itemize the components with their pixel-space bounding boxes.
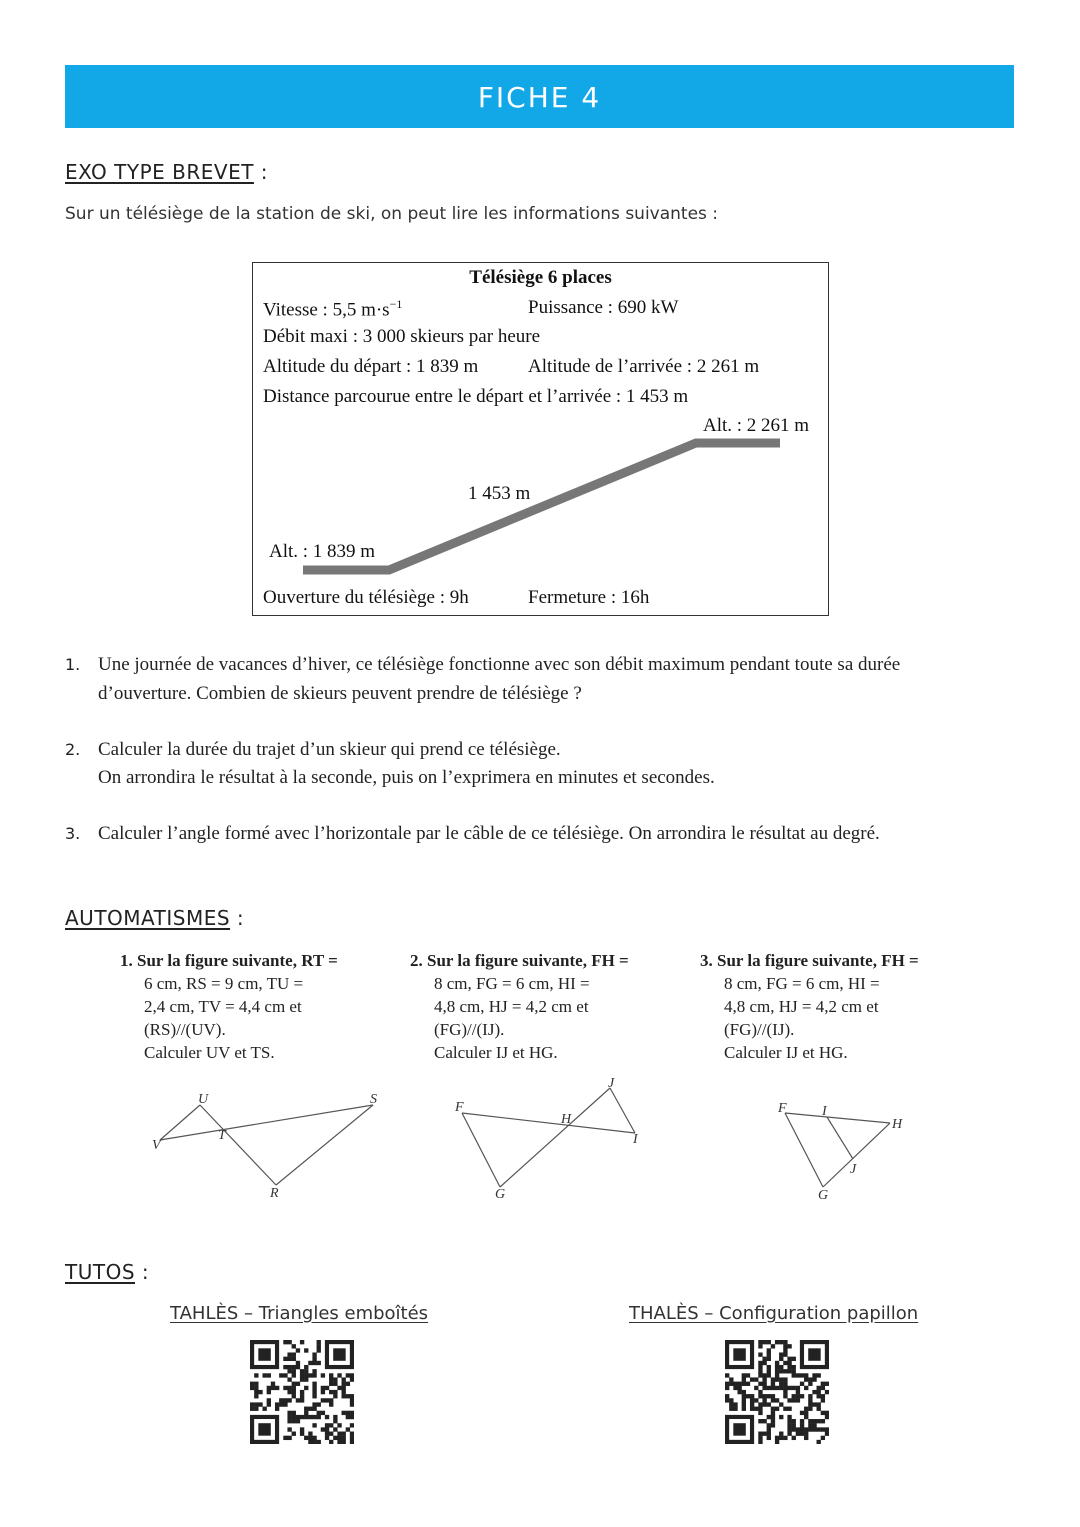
figure-3-nested-triangles — [770, 1095, 920, 1205]
tuto-link-triangles-emboites[interactable]: TAHLÈS – Triangles emboîtés — [170, 1303, 429, 1324]
label-j3: J — [850, 1162, 857, 1177]
alt-top-label: Alt. : 2 261 m — [703, 415, 810, 436]
automatisme-2: 2. Sur la figure suivante, FH = 8 cm, FG = 6 cm, HI = 4,8 cm, HJ = 4,2 cm et (FG)//(IJ). Calculer IJ et HG. — [410, 951, 629, 1062]
label-g: G — [495, 1187, 506, 1202]
distance-text: Distance parcourue entre le départ et l’arrivée : 1 453 m — [263, 386, 689, 407]
alt-bottom-label: Alt. : 1 839 m — [269, 541, 376, 562]
cable-length-label: 1 453 m — [468, 483, 531, 504]
automatisme-1: 1. Sur la figure suivante, RT = 6 cm, RS = 9 cm, TU = 2,4 cm, TV = 4,4 cm et (RS)//(UV). Calculer UV et TS. — [120, 951, 338, 1062]
panel-title: Télésiège 6 places — [469, 267, 612, 288]
label-h3: H — [892, 1117, 903, 1132]
exo-intro: Sur un télésiège de la station de ski, on peut lire les informations suivantes : — [65, 204, 719, 224]
question-2: 2. Calculer la durée du trajet d’un skieur qui prend ce télésiège. On arrondira le résultat à la seconde, puis on l’exprimera en minutes et secondes. — [65, 739, 715, 788]
label-s: S — [370, 1092, 377, 1107]
exo-heading: EXO TYPE BREVET : — [65, 160, 269, 184]
altitude-depart-text: Altitude du départ : 1 839 m — [263, 356, 479, 377]
label-v: V — [152, 1138, 161, 1153]
debit-text: Débit maxi : 3 000 skieurs par heure — [263, 326, 541, 347]
altitude-arrivee-text: Altitude de l’arrivée : 2 261 m — [528, 356, 760, 377]
vitesse-text: Vitesse : 5,5 $m\cdot s^{-1}$ — [263, 297, 403, 321]
question-1: 1. Une journée de vacances d’hiver, ce télésiège fonctionne avec son débit maximum pendant toute sa durée d’ouverture. Combien de skieurs peuvent prendre de télésiège ? — [65, 654, 901, 704]
label-r: R — [270, 1186, 279, 1201]
label-g3: G — [818, 1188, 829, 1203]
figure-2-butterfly — [445, 1075, 665, 1205]
fermeture-text: Fermeture : 16h — [528, 587, 650, 608]
qr-code-icon[interactable] — [250, 1340, 354, 1444]
label-i: I — [633, 1132, 638, 1147]
tuto-link-configuration-papillon[interactable]: THALÈS – Configuration papillon — [629, 1303, 919, 1324]
label-i3: I — [822, 1104, 827, 1119]
puissance-text: Puissance : 690 kW — [528, 297, 679, 318]
label-h: H — [561, 1112, 572, 1127]
qr-code-icon[interactable] — [725, 1340, 829, 1444]
label-j: J — [608, 1076, 615, 1091]
label-u: U — [198, 1092, 209, 1107]
automatisme-3: 3. Sur la figure suivante, FH = 8 cm, FG = 6 cm, HI = 4,8 cm, HJ = 4,2 cm et (FG)//(IJ). Calculer IJ et HG. — [700, 951, 919, 1062]
figure-1-triangles — [140, 1085, 400, 1205]
label-f3: F — [778, 1101, 787, 1116]
tutos-heading: TUTOS : — [65, 1260, 150, 1284]
label-f: F — [455, 1100, 464, 1115]
title-banner — [65, 65, 1014, 128]
automatismes-heading: AUTOMATISMES : — [65, 906, 245, 930]
question-3: 3. Calculer l’angle formé avec l’horizontale par le câble de ce télésiège. On arrondira le résultat au degré. — [65, 823, 880, 844]
telesiege-info-panel — [252, 262, 829, 616]
label-t: T — [218, 1128, 226, 1143]
ouverture-text: Ouverture du télésiège : 9h — [263, 587, 469, 608]
page-title: FICHE 4 — [477, 81, 602, 114]
